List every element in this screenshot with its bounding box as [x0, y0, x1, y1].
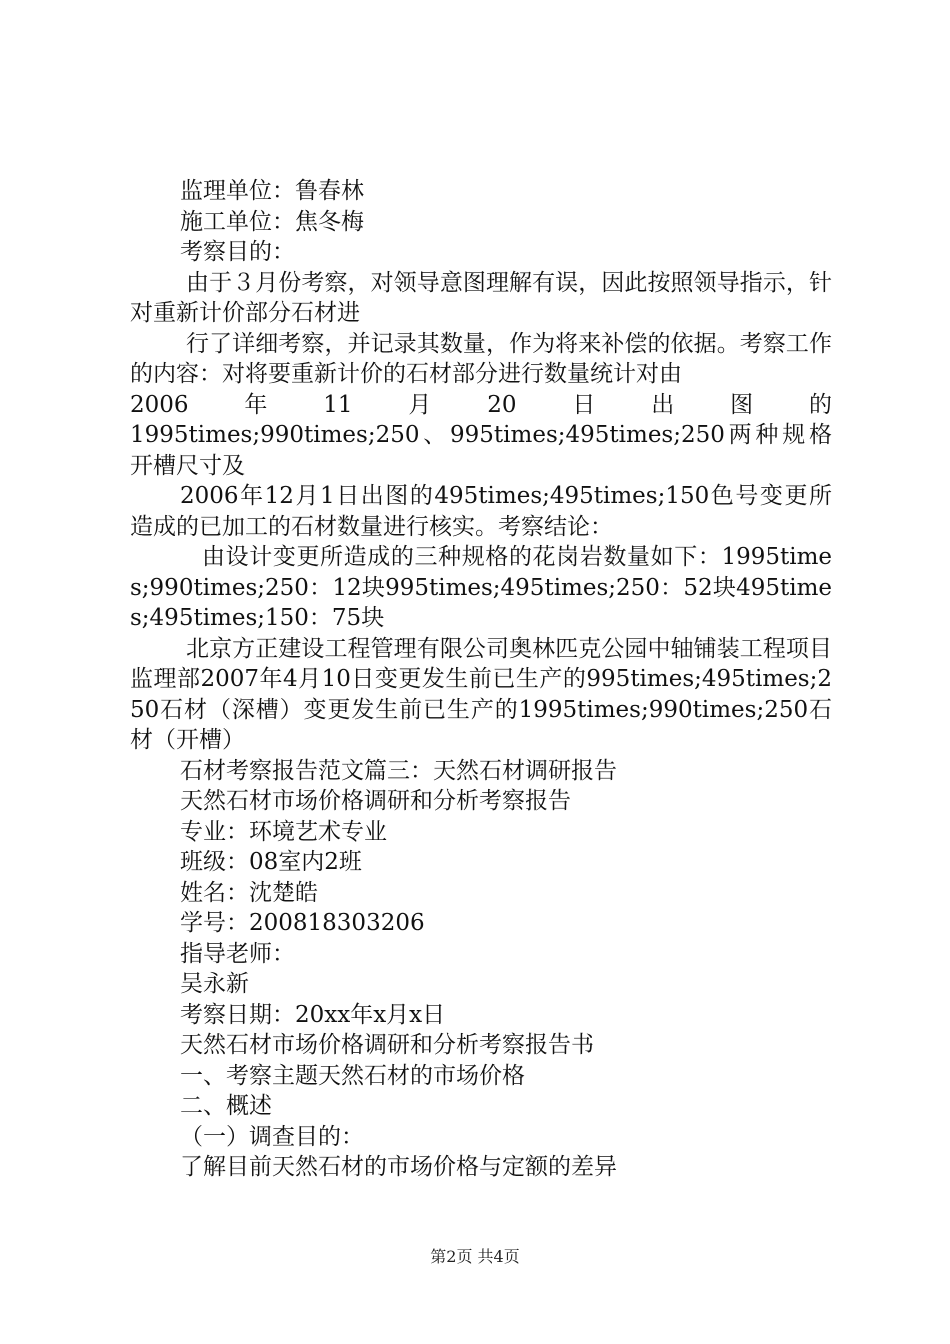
- student-id-line: 学号：200818303206: [180, 910, 425, 936]
- inspection-date-line: 考察日期：20xx年x月x日: [180, 1001, 446, 1028]
- section-two-heading: 二、概述: [180, 1093, 272, 1119]
- class-line: 班级：08室内2班: [180, 849, 362, 875]
- paragraph-conclusion: 由设计变更所造成的三种规格的花岗岩数量如下：1995times;990times;250：12块995times;495times;250：52块495times;495times;150：75块: [130, 544, 832, 631]
- paragraph-content-specs: 1995times;990times;250、995times;495times;250两种规格开槽尺寸及: [130, 422, 832, 479]
- paragraph-verification: 2006年12月1日出图的495times;495times;150色号变更所造成的已加工的石材数量进行核实。考察结论：: [130, 483, 832, 540]
- advisor-label-line: 指导老师：: [180, 940, 295, 967]
- section-one-heading: 一、考察主题天然石材的市场价格: [180, 1062, 525, 1089]
- paragraph-content: 行了详细考察，并记录其数量，作为将来补偿的依据。考察工作的内容：对将要重新计价的石材部分进行数量统计对由: [130, 330, 832, 387]
- major-line: 专业：环境艺术专业: [180, 818, 387, 845]
- subsection-purpose-heading: （一）调查目的：: [180, 1123, 364, 1150]
- supervision-unit-line: 监理单位：鲁春林: [180, 178, 364, 204]
- name-line: 姓名：沈楚皓: [180, 879, 318, 906]
- paragraph-content-date: 2006 年 11 月 20 日 出 图 的: [130, 391, 832, 418]
- construction-unit-line: 施工单位：焦冬梅: [180, 208, 364, 235]
- section-title-article-three: 石材考察报告范文篇三：天然石材调研报告: [180, 757, 617, 784]
- page-footer: 第2页 共4页: [430, 1247, 520, 1266]
- report-title: 天然石材市场价格调研和分析考察报告: [180, 788, 571, 814]
- advisor-name-line: 吴永新: [180, 971, 249, 997]
- paragraph-signature: 北京方正建设工程管理有限公司奥林匹克公园中轴铺装工程项目监理部2007年4月10日变更发生前已生产的995times;495times;250石材（深槽）变更发生前已生产的1995times;990times;250石材（开槽）: [130, 635, 832, 753]
- inspection-purpose-heading: 考察目的：: [180, 239, 295, 265]
- paragraph-reason: 由于３月份考察，对领导意图理解有误，因此按照领导指示，针对重新计价部分石材进: [130, 269, 832, 326]
- document-body: [130, 176, 832, 1183]
- purpose-text-line: 了解目前天然石材的市场价格与定额的差异: [180, 1154, 617, 1180]
- report-book-title: 天然石材市场价格调研和分析考察报告书: [180, 1032, 594, 1058]
